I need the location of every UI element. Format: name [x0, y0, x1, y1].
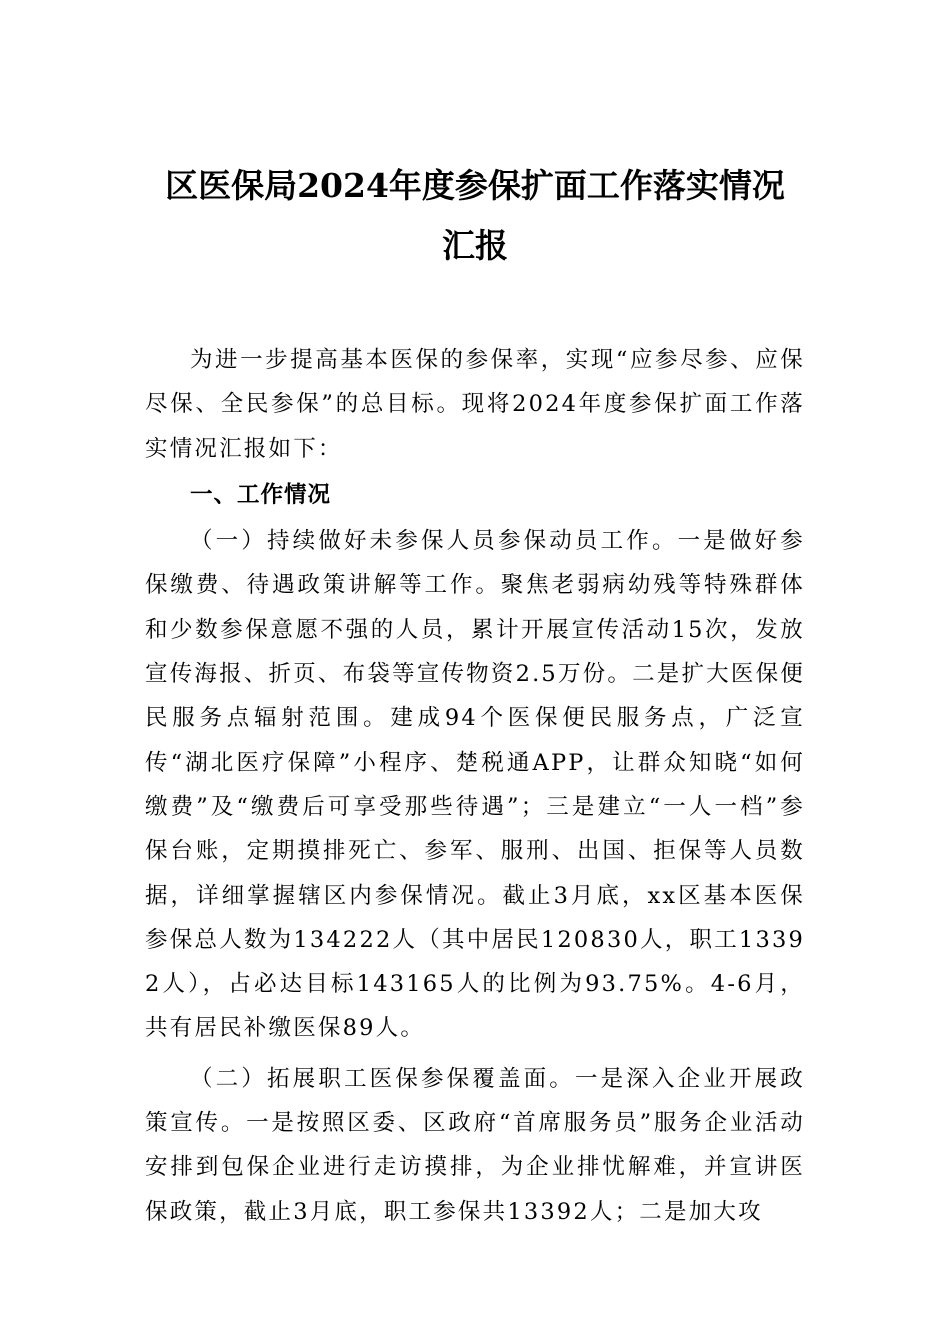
- paragraph-mobilization: （一）持续做好未参保人员参保动员工作。一是做好参保缴费、待遇政策讲解等工作。聚焦老弱病幼残等特殊群体和少数参保意愿不强的人员，累计开展宣传活动15次，发放宣传海报、折页、布袋等宣传物资2.5万份。二是扩大医保便民服务点辐射范围。建成94个医保便民服务点，广泛宣传“湖北医疗保障”小程序、楚税通APP，让群众知晓“如何缴费”及“缴费后可享受那些待遇”；三是建立“一人一档”参保台账，定期摸排死亡、参军、服刑、出国、拒保等人员数据，详细掌握辖区内参保情况。截止3月底，xx区基本医保参保总人数为134222人（其中居民120830人，职工13392人），占必达目标143165人的比例为93.75%。4-6月，共有居民补缴医保89人。: [145, 528, 805, 1042]
- paragraph-employee-coverage: （二）拓展职工医保参保覆盖面。一是深入企业开展政策宣传。一是按照区委、区政府“首席服务员”服务企业活动安排到包保企业进行走访摸排，为企业排忧解难，并宣讲医保政策，截止3月底，职工参保共13392人；二是加大攻: [145, 1065, 805, 1225]
- document-title: [145, 158, 805, 274]
- intro-paragraph: 为进一步提高基本医保的参保率，实现“应参尽参、应保尽保、全民参保”的总目标。现将2024年度参保扩面工作落实情况汇报如下：: [145, 347, 805, 462]
- section-heading-work-status: 一、工作情况: [190, 481, 332, 508]
- document-body: [145, 338, 805, 1234]
- title-line-2: 汇报: [442, 226, 508, 265]
- title-line-1: 区医保局2024年度参保扩面工作落实情况: [165, 166, 785, 205]
